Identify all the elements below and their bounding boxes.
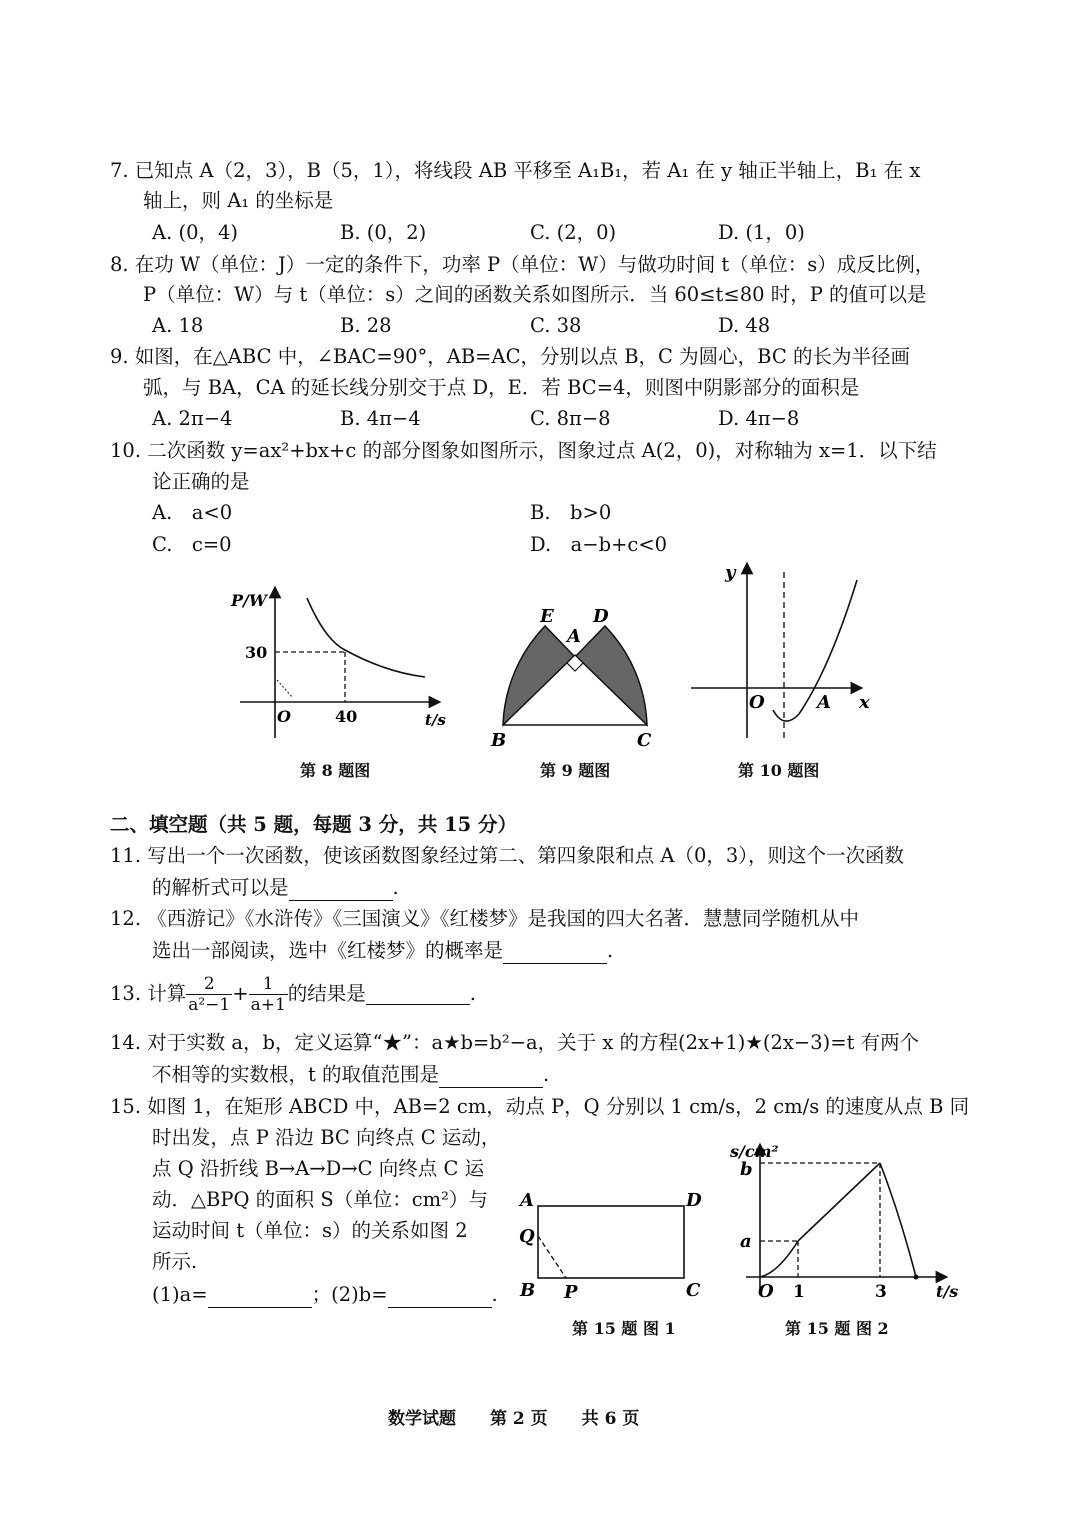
q14-answer-blank[interactable] <box>439 1067 543 1088</box>
q13-num2: 1 <box>249 974 288 995</box>
q9-option-d: D. 4π−8 <box>718 407 800 430</box>
fig15a-label-a: A <box>520 1190 534 1211</box>
q8-line1: 8. 在功 W（单位：J）一定的条件下，功率 P（单位：W）与做功时间 t（单位：s）成反比例， <box>110 253 935 276</box>
fig8-xlabel: t/s <box>425 711 446 729</box>
q15-line2: 时出发，点 P 沿边 BC 向终点 C 运动， <box>152 1126 501 1149</box>
fig15a-qp <box>538 1236 566 1278</box>
fig9-caption: 第 9 题图 <box>540 761 611 780</box>
fig15a-label-c: C <box>686 1280 701 1301</box>
q8-option-c: C. 38 <box>530 314 582 337</box>
fig10-label-o: O <box>749 692 765 713</box>
fig8-origin: O <box>277 707 291 726</box>
fig9-shade-right <box>576 626 647 725</box>
q15-line6: 所示. <box>152 1250 198 1273</box>
q14-line2 <box>152 1062 549 1088</box>
fig15b-ylabel: s/cm² <box>730 1142 779 1161</box>
fig15a-rectangle <box>538 1206 684 1278</box>
q11-answer-blank[interactable] <box>289 880 393 901</box>
fig9-label-a: A <box>567 626 581 647</box>
q7-line2: 轴上，则 A₁ 的坐标是 <box>143 189 334 212</box>
q7-option-b: B. (0，2) <box>340 221 427 244</box>
q7-option-a: A. (0，4) <box>152 221 239 244</box>
fig15b-label-a: a <box>740 1231 752 1252</box>
fig15b-segment-2 <box>798 1163 880 1241</box>
q15-end: . <box>491 1283 498 1306</box>
fig10-parabola <box>773 580 857 721</box>
q8-line2: P（单位：W）与 t（单位：s）之间的函数关系如图所示．当 60≤t≤80 时，P 的值可以是 <box>143 283 927 306</box>
q9-option-a: A. 2π−4 <box>152 407 233 430</box>
q15-line5: 运动时间 t（单位：s）的关系如图 2 <box>152 1219 468 1242</box>
fig8-xtick: 40 <box>335 707 358 726</box>
q7-option-c: C. (2，0) <box>530 221 617 244</box>
q11-end: . <box>392 876 399 899</box>
fig9-label-c: C <box>637 730 652 751</box>
fig8-caption: 第 8 题图 <box>300 761 371 780</box>
q13-fraction-2 <box>249 974 288 1015</box>
q8-option-a: A. 18 <box>152 314 204 337</box>
figure-9 <box>485 600 665 752</box>
fig15b-curve-1 <box>760 1241 798 1277</box>
q12-prefix: 选出一部阅读，选中《红楼梦》的概率是 <box>152 939 504 962</box>
fig15a-label-p: P <box>564 1282 578 1303</box>
q11-line1: 11. 写出一个一次函数，使该函数图象经过第二、第四象限和点 A（0，3），则这个一次函数 <box>110 844 905 867</box>
q15-part1: (1)a= <box>152 1283 208 1306</box>
q9-option-c: C. 8π−8 <box>530 407 611 430</box>
q10-line2: 论正确的是 <box>152 470 250 493</box>
q15-answers <box>152 1282 498 1308</box>
q8-option-d: D. 48 <box>718 314 771 337</box>
fig10-label-x: x <box>859 692 870 713</box>
q9-line2: 弧，与 BA，CA 的延长线分别交于点 D，E．若 BC=4，则图中阴影部分的面积是 <box>143 376 860 399</box>
fig15b-label-o: O <box>758 1281 774 1302</box>
fig10-label-a: A <box>817 692 831 713</box>
q11-prefix: 的解析式可以是 <box>152 876 289 899</box>
fig15a-label-b: B <box>520 1280 536 1301</box>
fig8-ylabel: P/W <box>231 591 267 610</box>
q15-line4: 动．△BPQ 的面积 S（单位：cm²）与 <box>152 1188 488 1211</box>
q13-end: . <box>469 982 476 1005</box>
fig10-caption: 第 10 题图 <box>738 761 820 780</box>
fig10-label-y: y <box>725 562 736 583</box>
q15-sep: ；(2)b= <box>311 1283 388 1306</box>
q14-end: . <box>543 1063 550 1086</box>
q13-num1: 2 <box>186 974 232 995</box>
fig15b-curve-3 <box>880 1163 916 1277</box>
section2-heading: 二、填空题（共 5 题，每题 3 分，共 15 分） <box>110 813 518 836</box>
q13-line <box>110 970 476 1018</box>
q14-prefix: 不相等的实数根，t 的取值范围是 <box>152 1063 440 1086</box>
q13-den2: a+1 <box>250 995 286 1015</box>
q11-line2 <box>152 875 399 901</box>
fig15a-label-q: Q <box>519 1226 535 1247</box>
fig15a-caption: 第 15 题 图 1 <box>572 1319 676 1338</box>
fig9-shade-left <box>503 626 574 725</box>
fig8-curve <box>307 598 425 677</box>
q13-den1: a²−1 <box>188 995 231 1015</box>
q10-option-d: D. a−b+c<0 <box>530 533 668 556</box>
figure-15-1 <box>510 1180 710 1310</box>
fig9-label-b: B <box>491 730 507 751</box>
q12-answer-blank[interactable] <box>503 943 607 964</box>
fig9-label-d: D <box>593 606 609 627</box>
fig9-label-e: E <box>540 606 554 627</box>
q13-suffix: 的结果是 <box>287 982 366 1005</box>
q13-prefix: 13. 计算 <box>110 982 187 1005</box>
fig15b-caption: 第 15 题 图 2 <box>785 1319 889 1338</box>
q7-line1: 7. 已知点 A（2，3），B（5，1），将线段 AB 平移至 A₁B₁，若 A₁ 在 y 轴正半轴上，B₁ 在 x <box>110 159 921 182</box>
q15-answer-a-blank[interactable] <box>208 1287 312 1308</box>
q7-option-d: D. (1，0) <box>718 221 805 244</box>
fig15b-tick-3: 3 <box>875 1282 887 1302</box>
fig8-ytick: 30 <box>245 643 268 662</box>
q9-line1: 9. 如图，在△ABC 中，∠BAC=90°，AB=AC，分别以点 B，C 为圆心，BC 的长为半径画 <box>110 345 910 368</box>
q10-option-a: A. a<0 <box>152 501 233 524</box>
fig15a-label-d: D <box>686 1190 702 1211</box>
fig8-dash-small <box>277 680 293 698</box>
q14-line1: 14. 对于实数 a，b，定义运算“★”：a★b=b²−a，关于 x 的方程(2x+1)★(2x−3)=t 有两个 <box>110 1031 920 1054</box>
figure-15-2 <box>730 1135 960 1310</box>
q10-line1: 10. 二次函数 y=ax²+bx+c 的部分图象如图所示，图象过点 A(2，0)，对称轴为 x=1．以下结 <box>110 439 937 462</box>
q12-end: . <box>607 939 614 962</box>
q15-line3: 点 Q 沿折线 B→A→D→C 向终点 C 运 <box>152 1157 485 1180</box>
q8-option-b: B. 28 <box>340 314 392 337</box>
q9-option-b: B. 4π−4 <box>340 407 421 430</box>
q10-option-c: C. c=0 <box>152 533 232 556</box>
q13-fraction-1 <box>186 974 232 1015</box>
figure-8 <box>225 580 455 750</box>
fig15b-end-point <box>914 1275 919 1280</box>
q15-answer-b-blank[interactable] <box>388 1287 492 1308</box>
q12-line2 <box>152 938 613 964</box>
page-footer: 数学试题 第 2 页 共 6 页 <box>388 1409 640 1429</box>
q12-line1: 12. 《西游记》《水浒传》《三国演义》《红楼梦》是我国的四大名著．慧慧同学随机从中 <box>110 907 859 930</box>
q13-plus: + <box>232 982 249 1005</box>
q15-line1: 15. 如图 1，在矩形 ABCD 中，AB=2 cm，动点 P，Q 分别以 1 cm/s，2 cm/s 的速度从点 B 同 <box>110 1095 970 1118</box>
q13-answer-blank[interactable] <box>366 984 470 1005</box>
fig15b-label-b: b <box>740 1159 753 1180</box>
q10-option-b: B. b>0 <box>530 501 612 524</box>
figure-10 <box>685 558 885 748</box>
fig15b-xlabel: t/s <box>936 1282 959 1301</box>
fig15b-tick-1: 1 <box>793 1282 805 1302</box>
